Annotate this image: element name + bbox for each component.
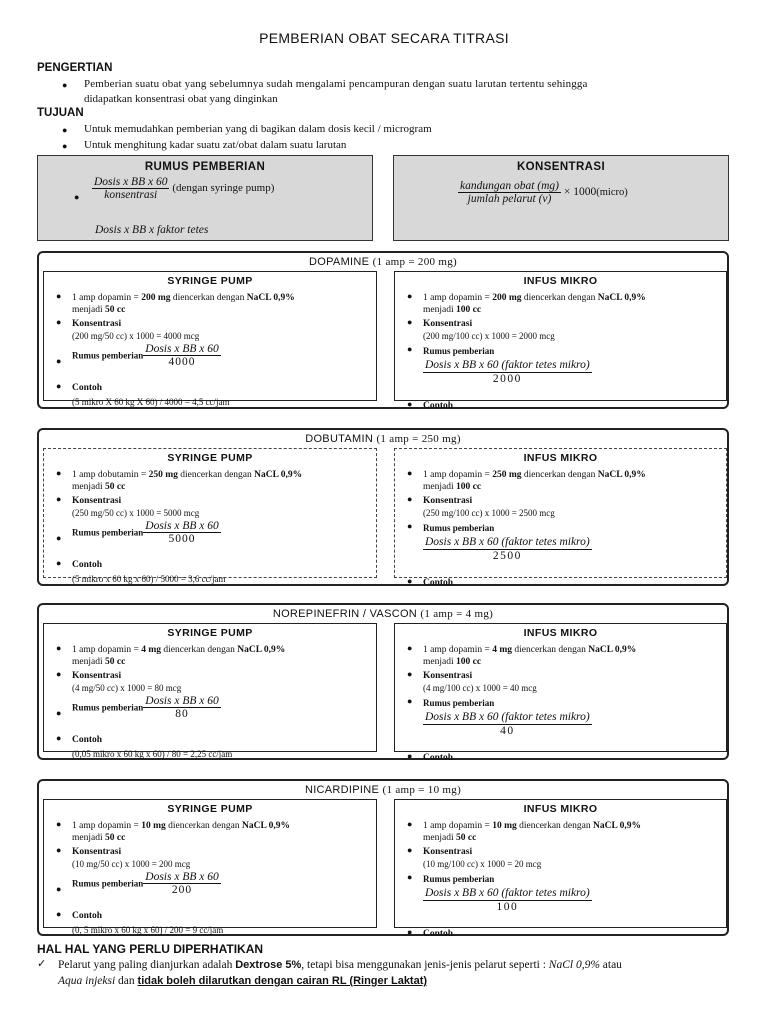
hal-text: dan: [115, 975, 138, 987]
formula-numerator: Dosis x BB x 60: [145, 695, 219, 707]
formula-numerator: Dosis x BB x 60: [145, 520, 219, 532]
solvent-name: NaCL 0,9%: [246, 293, 295, 303]
konsentrasi-label: Konsentrasi: [423, 496, 473, 506]
rumus-formula: [423, 359, 592, 385]
hal-text: atau: [599, 959, 622, 971]
contoh-item: [423, 400, 720, 412]
bullet-dot: ●: [56, 819, 62, 829]
bullet-dot: ●: [56, 669, 62, 679]
formula-numerator: Dosis x BB x 60: [145, 871, 219, 883]
konsentrasi-value: (10 mg/50 cc) x 1000 = 200 mcg: [72, 859, 191, 869]
hal-aqua: Aqua injeksi: [58, 975, 116, 987]
bullet-dot: ●: [407, 751, 413, 761]
rumus-item: [423, 873, 720, 886]
text: diencerkan dengan: [170, 293, 247, 303]
drug-amp: (1 amp = 10 mg): [382, 784, 462, 796]
column-title: INFUS MIKRO: [523, 275, 598, 287]
rumus-label: Rumus pemberian: [423, 698, 495, 708]
konsentrasi-value: (250 mg/100 cc) x 1000 = 2500 mcg: [423, 508, 555, 518]
rumus-item: [72, 695, 370, 720]
solvent-name: NaCL 0,9%: [593, 821, 642, 831]
tujuan-item: Untuk menghitung kadar suatu zat/obat dalam suatu larutan: [84, 139, 347, 151]
konsentrasi-item: [423, 846, 720, 871]
formula-denominator: 100: [423, 900, 592, 913]
bullet-dot: ●: [56, 291, 62, 301]
formula-note: (micro): [596, 187, 628, 199]
bullet-dot: ●: [56, 845, 62, 855]
formula-numerator: kandungan obat (mg): [460, 180, 560, 192]
konsentrasi-value: (200 mg/50 cc) x 1000 = 4000 mcg: [72, 331, 200, 341]
text: menjadi: [72, 833, 105, 843]
contoh-label: Contoh: [72, 383, 103, 393]
contoh-value: (5 mikro x 60 kg x 60) / 5000 = 3,6 cc/jam: [72, 574, 226, 584]
column-title: INFUS MIKRO: [523, 627, 598, 639]
bullet-dot: ●: [62, 80, 68, 90]
text: diencerkan dengan: [161, 645, 238, 655]
hal-nacl: NaCl 0,9%: [548, 959, 600, 971]
rumus-formula: [423, 536, 592, 562]
contoh-value: (0, 5 mikro x 60 kg x 60) / 200 = 9 cc/jam: [72, 925, 224, 935]
formula-fraction: [423, 536, 592, 562]
rumus-label: Rumus pemberian: [72, 527, 144, 538]
bullet-dot: ●: [56, 533, 62, 543]
rumus-item: [423, 522, 720, 535]
hal-note-line1: [58, 957, 622, 973]
hal-text: Pelarut yang paling dianjurkan adalah: [58, 959, 236, 971]
syringe-pump-column: [43, 271, 377, 407]
rumus-formula: [423, 711, 592, 737]
bullet-dot: ●: [56, 356, 62, 366]
formula-denominator: jumlah pelarut (v): [458, 192, 561, 205]
formula-numerator: Dosis x BB x 60 (faktor tetes mikro): [425, 711, 590, 723]
rumus-item: [72, 520, 370, 545]
drug-section: [37, 779, 729, 939]
infus-mikro-column: [394, 448, 727, 588]
infus-mikro-column: [394, 271, 727, 411]
konsentrasi-item: [423, 495, 720, 520]
amp-dilution-line: [72, 644, 370, 668]
amp-dose: 200 mg: [492, 293, 522, 303]
konsentrasi-box: [393, 155, 729, 241]
hal-text: , tetapi bisa menggunakan jenis-jenis pelarut seperti :: [301, 959, 549, 971]
amp-dose: 4 mg: [492, 645, 513, 655]
formula-denominator: 2500: [423, 549, 592, 562]
text: 1 amp dopamin =: [72, 645, 142, 655]
column-title: INFUS MIKRO: [523, 803, 598, 815]
formula-numerator: Dosis x BB x 60: [94, 176, 168, 188]
drug-title: [39, 433, 727, 445]
formula-fraction: [143, 343, 220, 368]
formula-fraction: [143, 695, 220, 720]
formula-numerator: Dosis x BB x 60 (faktor tetes mikro): [425, 536, 590, 548]
bullet-dot: ●: [56, 733, 62, 743]
formula-denominator: 5000: [143, 532, 220, 545]
contoh-label: Contoh: [423, 929, 454, 939]
text: diencerkan dengan: [165, 821, 242, 831]
bullet-dot: ●: [74, 192, 80, 202]
text: menjadi: [423, 657, 456, 667]
solvent-volume: 50 cc: [455, 833, 477, 843]
drug-title: [39, 784, 727, 796]
contoh-item: [423, 752, 720, 764]
konsentrasi-label: Konsentrasi: [423, 319, 473, 329]
drug-amp: (1 amp = 4 mg): [420, 608, 494, 620]
drug-name: DOPAMINE: [309, 256, 370, 268]
solvent-name: NaCL 0,9%: [254, 470, 303, 480]
pengertian-heading: PENGERTIAN: [37, 62, 113, 74]
rumus-item: [423, 345, 720, 358]
bullet-dot: ●: [56, 884, 62, 894]
text: diencerkan dengan: [521, 470, 598, 480]
text: menjadi: [423, 833, 456, 843]
rumus-item: [72, 871, 370, 896]
bullet-dot: ●: [407, 494, 413, 504]
text: menjadi: [423, 305, 456, 315]
text: menjadi: [72, 657, 105, 667]
rumus-item: [72, 343, 370, 368]
bullet-dot: ●: [407, 317, 413, 327]
solvent-volume: 50 cc: [104, 482, 126, 492]
bullet-dot: ●: [407, 643, 413, 653]
bullet-dot: ●: [56, 381, 62, 391]
infus-mikro-column: [394, 799, 727, 939]
syringe-pump-column: [43, 799, 377, 935]
formula-numerator: Dosis x BB x 60: [145, 343, 219, 355]
konsentrasi-value: (250 mg/50 cc) x 1000 = 5000 mcg: [72, 508, 200, 518]
amp-dose: 4 mg: [141, 645, 162, 655]
bullet-dot: ●: [407, 291, 413, 301]
bullet-dot: ●: [407, 669, 413, 679]
formula-denominator: 40: [423, 724, 592, 737]
rumus-formula: [423, 887, 592, 913]
formula-numerator: Dosis x BB x 60 (faktor tetes mikro): [425, 359, 590, 371]
rumus-item: [423, 697, 720, 710]
bullet-dot: ●: [56, 494, 62, 504]
bullet-dot: ●: [407, 872, 413, 882]
pengertian-text-line2: didapatkan konsentrasi obat yang dinginkan: [84, 93, 278, 105]
solvent-volume: 100 cc: [455, 657, 482, 667]
contoh-item: [423, 928, 720, 940]
amp-dilution-line: [423, 644, 720, 668]
page-title: PEMBERIAN OBAT SECARA TITRASI: [259, 30, 509, 46]
rumus-formula-syringe: [92, 176, 274, 201]
amp-dose: 250 mg: [148, 470, 178, 480]
konsentrasi-label: Konsentrasi: [72, 319, 122, 329]
drug-section: [37, 603, 729, 763]
konsentrasi-item: [423, 318, 720, 343]
solvent-name: NaCL 0,9%: [588, 645, 637, 655]
formula-fraction: [92, 176, 169, 201]
konsentrasi-label: Konsentrasi: [423, 671, 473, 681]
column-title: SYRINGE PUMP: [167, 275, 253, 287]
text: diencerkan dengan: [512, 645, 589, 655]
drug-section: [37, 428, 729, 586]
infus-mikro-column: [394, 623, 727, 763]
solvent-name: NaCL 0,9%: [597, 293, 646, 303]
formula-fraction: [143, 520, 220, 545]
contoh-label: Contoh: [423, 401, 454, 411]
amp-dose: 10 mg: [492, 821, 517, 831]
syringe-pump-column: [43, 623, 377, 759]
formula-denominator: 4000: [143, 355, 220, 368]
contoh-item: [72, 910, 370, 938]
amp-dilution-line: [72, 469, 370, 493]
solvent-name: NaCL 0,9%: [242, 821, 291, 831]
contoh-item: [72, 382, 370, 410]
konsentrasi-value: (10 mg/100 cc) x 1000 = 20 mcg: [423, 859, 542, 869]
syringe-pump-column: [43, 448, 377, 584]
bullet-dot: ●: [407, 399, 413, 409]
konsentrasi-item: [423, 670, 720, 695]
column-title: SYRINGE PUMP: [167, 627, 253, 639]
formula-fraction: [423, 887, 592, 913]
konsentrasi-label: Konsentrasi: [72, 496, 122, 506]
bullet-dot: ●: [56, 468, 62, 478]
solvent-volume: 50 cc: [104, 305, 126, 315]
text: 1 amp dopamin =: [72, 821, 142, 831]
text: diencerkan dengan: [516, 821, 593, 831]
solvent-volume: 100 cc: [455, 482, 482, 492]
text: menjadi: [423, 482, 456, 492]
konsentrasi-item: [72, 318, 370, 343]
bullet-dot: ●: [407, 521, 413, 531]
column-title: INFUS MIKRO: [523, 452, 598, 464]
solvent-volume: 100 cc: [455, 305, 482, 315]
contoh-value: (5 mikro X 60 kg X 60) / 4000 = 4,5 cc/jam: [72, 397, 230, 407]
konsentrasi-value: (200 mg/100 cc) x 1000 = 2000 mcg: [423, 331, 555, 341]
bullet-dot: ●: [56, 909, 62, 919]
text: diencerkan dengan: [521, 293, 598, 303]
konsentrasi-item: [72, 670, 370, 695]
rumus-pemberian-box: [37, 155, 373, 241]
bullet-dot: ●: [407, 468, 413, 478]
amp-dose: 10 mg: [141, 821, 166, 831]
drug-title: [39, 608, 727, 620]
text: 1 amp dopamin =: [423, 645, 493, 655]
checkmark-icon: ✓: [37, 958, 47, 970]
drug-amp: (1 amp = 200 mg): [372, 256, 457, 268]
amp-dose: 200 mg: [141, 293, 171, 303]
text: menjadi: [72, 482, 105, 492]
amp-dose: 250 mg: [492, 470, 522, 480]
hal-note-line2: [58, 973, 427, 989]
konsentrasi-value: (4 mg/100 cc) x 1000 = 40 mcg: [423, 683, 537, 693]
column-title: SYRINGE PUMP: [167, 452, 253, 464]
rumus-pemberian-title: RUMUS PEMBERIAN: [144, 161, 266, 173]
column-title: SYRINGE PUMP: [167, 803, 253, 815]
konsentrasi-value: (4 mg/50 cc) x 1000 = 80 mcg: [72, 683, 182, 693]
drug-amp: (1 amp = 250 mg): [376, 433, 461, 445]
contoh-label: Contoh: [72, 735, 103, 745]
amp-dilution-line: [72, 820, 370, 844]
rumus-label: Rumus pemberian: [423, 523, 495, 533]
bullet-dot: ●: [407, 845, 413, 855]
amp-dilution-line: [423, 469, 720, 493]
rumus-formula-infus-partial: Dosis x BB x faktor tetes: [95, 224, 209, 236]
hal-warning: tidak boleh dilarutkan dengan cairan RL (Ringer Laktat): [137, 975, 428, 987]
konsentrasi-item: [72, 846, 370, 871]
formula-numerator: Dosis x BB x 60 (faktor tetes mikro): [425, 887, 590, 899]
formula-fraction: [423, 359, 592, 385]
bullet-dot: ●: [407, 927, 413, 937]
rumus-label: Rumus pemberian: [423, 346, 495, 356]
amp-dilution-line: [423, 292, 720, 316]
konsentrasi-label: Konsentrasi: [72, 847, 122, 857]
contoh-label: Contoh: [72, 911, 103, 921]
formula-multiplier: × 1000: [563, 186, 597, 199]
konsentrasi-formula: [458, 180, 628, 205]
formula-denominator: konsentrasi: [92, 188, 169, 201]
text: diencerkan dengan: [177, 470, 255, 480]
solvent-name: NaCL 0,9%: [237, 645, 286, 655]
konsentrasi-title: KONSENTRASI: [516, 161, 606, 173]
text: 1 amp dobutamin =: [72, 470, 149, 480]
hal-dextrose: Dextrose 5%: [235, 959, 302, 971]
drug-name: NICARDIPINE: [304, 784, 380, 796]
text: 1 amp dopamin =: [423, 470, 493, 480]
rumus-label: Rumus pemberian: [72, 702, 144, 713]
solvent-volume: 50 cc: [104, 657, 126, 667]
text: menjadi: [72, 305, 105, 315]
konsentrasi-label: Konsentrasi: [423, 847, 473, 857]
bullet-dot: ●: [56, 708, 62, 718]
rumus-label: Rumus pemberian: [72, 878, 144, 889]
bullet-dot: ●: [56, 643, 62, 653]
formula-denominator: 200: [143, 883, 220, 896]
formula-note: (dengan syringe pump): [172, 182, 275, 195]
amp-dilution-line: [72, 292, 370, 316]
text: 1 amp dopamin =: [423, 821, 493, 831]
bullet-dot: ●: [56, 317, 62, 327]
formula-denominator: 80: [143, 707, 220, 720]
bullet-dot: ●: [407, 696, 413, 706]
konsentrasi-item: [72, 495, 370, 520]
tujuan-item: Untuk memudahkan pemberian yang di bagikan dalam dosis kecil / microgram: [84, 123, 432, 135]
formula-denominator: 2000: [423, 372, 592, 385]
formula-fraction: [143, 871, 220, 896]
rumus-label: Rumus pemberian: [72, 350, 144, 361]
hal-heading: HAL HAL YANG PERLU DIPERHATIKAN: [37, 942, 264, 956]
formula-fraction: [423, 711, 592, 737]
solvent-volume: 50 cc: [104, 833, 126, 843]
contoh-label: Contoh: [423, 753, 454, 763]
drug-section: [37, 251, 729, 409]
text: 1 amp dopamin =: [72, 293, 142, 303]
drug-name: DOBUTAMIN: [305, 433, 374, 445]
formula-fraction: [458, 180, 561, 205]
contoh-label: Contoh: [423, 578, 454, 588]
amp-dilution-line: [423, 820, 720, 844]
solvent-name: NaCL 0,9%: [597, 470, 646, 480]
text: 1 amp dopamin =: [423, 293, 493, 303]
bullet-dot: ●: [407, 344, 413, 354]
pengertian-text-line1: Pemberian suatu obat yang sebelumnya sudah mengalami pencampuran dengan suatu larutan tertentu sehingga: [84, 78, 588, 90]
drug-title: [39, 256, 727, 268]
drug-name: NOREPINEFRIN / VASCON: [272, 608, 418, 620]
bullet-dot: ●: [56, 558, 62, 568]
contoh-label: Contoh: [72, 560, 103, 570]
contoh-item: [72, 734, 370, 762]
contoh-item: [72, 559, 370, 587]
tujuan-heading: TUJUAN: [37, 107, 84, 119]
konsentrasi-label: Konsentrasi: [72, 671, 122, 681]
bullet-dot: ●: [62, 125, 68, 135]
bullet-dot: ●: [407, 576, 413, 586]
rumus-label: Rumus pemberian: [423, 874, 495, 884]
bullet-dot: ●: [407, 819, 413, 829]
contoh-value: (0,05 mikro x 60 kg x 60) / 80 = 2,25 cc/jam: [72, 749, 233, 759]
bullet-dot: ●: [62, 141, 68, 151]
contoh-item: [423, 577, 720, 589]
